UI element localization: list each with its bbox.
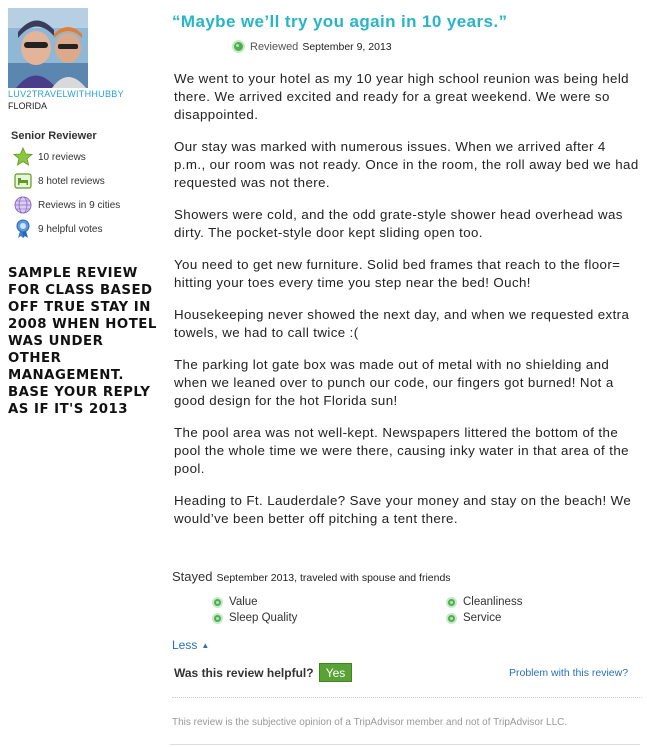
hotel-bed-icon xyxy=(12,171,34,191)
reviewed-date: September 9, 2013 xyxy=(302,40,392,53)
rating-bubble-icon xyxy=(212,613,223,624)
stayed-label: Stayed xyxy=(172,569,213,584)
helpful-badge-icon xyxy=(12,219,34,239)
report-problem-link[interactable]: Problem with this review? xyxy=(509,667,629,679)
rating-bubble-icon xyxy=(446,597,457,608)
stat-label: 8 hotel reviews xyxy=(38,175,105,187)
review-title[interactable]: “Maybe we’ll try you again in 10 years.” xyxy=(172,12,508,31)
globe-icon xyxy=(12,195,34,215)
less-label: Less xyxy=(172,638,198,652)
rating-label: Service xyxy=(463,612,502,624)
reviewed-label: Reviewed xyxy=(250,40,299,53)
reviewer-username[interactable]: LUV2TRAVELWITHHUBBY xyxy=(8,89,124,99)
review-paragraph: The pool area was not well-kept. Newspapers littered the bottom of the pool the whole time we were there, causing inky water in that area of the pool. xyxy=(174,425,629,476)
review-paragraph: Showers were cold, and the odd grate-style shower head overhead was dirty. The pocket-style door kept sliding open too. xyxy=(174,207,623,240)
review-paragraph: Heading to Ft. Lauderdale? Save your money and stay on the beach! We would’ve been better off pitching a tent there. xyxy=(174,493,632,526)
stat-helpful-votes[interactable] xyxy=(12,219,103,239)
review-disclaimer: This review is the subjective opinion of a TripAdvisor member and not of TripAdvisor LLC. xyxy=(172,717,568,728)
stat-cities[interactable] xyxy=(12,195,120,215)
reviewer-sidebar xyxy=(0,0,168,747)
stat-label: Reviews in 9 cities xyxy=(38,199,121,211)
rating-label: Cleanliness xyxy=(463,596,523,608)
review-paragraph: You need to get new furniture. Solid bed frames that reach to the floor= hitting your toes every time you step near the bed! Ouch! xyxy=(174,257,621,290)
stat-label: 10 reviews xyxy=(38,151,86,163)
review-date-line xyxy=(232,40,392,53)
reviewer-avatar[interactable] xyxy=(8,8,88,88)
chevron-up-icon: ▲ xyxy=(201,640,210,650)
reviewer-location: FLORIDA xyxy=(8,101,48,111)
review-paragraph: Housekeeping never showed the next day, and when we requested extra towels, we had to call twice :( xyxy=(174,307,630,340)
rating-value xyxy=(212,596,258,608)
rating-label: Sleep Quality xyxy=(229,612,298,624)
review-paragraph: We went to your hotel as my 10 year high school reunion was being held there. We arrived excited and ready for a great weekend. We were so disappointed. xyxy=(174,71,629,122)
rating-service xyxy=(446,612,501,624)
star-icon xyxy=(12,147,34,167)
rating-cleanliness xyxy=(446,596,522,608)
sidebar-note: SAMPLE REVIEW FOR CLASS BASED OFF TRUE STAY IN 2008 WHEN HOTEL WAS UNDER OTHER MANAGEMENT. BASE YOUR REPLY AS IF IT'S 2013 xyxy=(8,266,157,417)
review-paragraph: Our stay was marked with numerous issues. When we arrived after 4 p.m., our room was not ready. Once in the room, the roll away bed we had requested was not there. xyxy=(174,139,639,190)
rating-bubble-icon xyxy=(232,40,245,53)
helpful-question: Was this review helpful? xyxy=(174,666,314,680)
divider xyxy=(172,697,642,698)
rating-bubble-icon xyxy=(212,597,223,608)
stat-reviews[interactable] xyxy=(12,147,86,167)
rating-bubble-icon xyxy=(446,613,457,624)
stayed-detail: September 2013, traveled with spouse and friends xyxy=(216,572,451,584)
review-body xyxy=(174,70,640,542)
rating-sleep-quality xyxy=(212,612,297,624)
helpful-yes-button[interactable]: Yes xyxy=(319,663,352,682)
reviewer-level: Senior Reviewer xyxy=(11,130,97,142)
divider xyxy=(170,744,640,745)
stat-hotel-reviews[interactable] xyxy=(12,171,105,191)
review-paragraph: The parking lot gate box was made out of metal with no shielding and when we leaned over to punch our code, our fingers got burned! Not a good design for the hot Florida sun! xyxy=(174,357,614,408)
less-toggle[interactable] xyxy=(172,638,209,652)
stay-info xyxy=(172,569,451,584)
rating-label: Value xyxy=(229,596,258,608)
stat-label: 9 helpful votes xyxy=(38,223,103,235)
